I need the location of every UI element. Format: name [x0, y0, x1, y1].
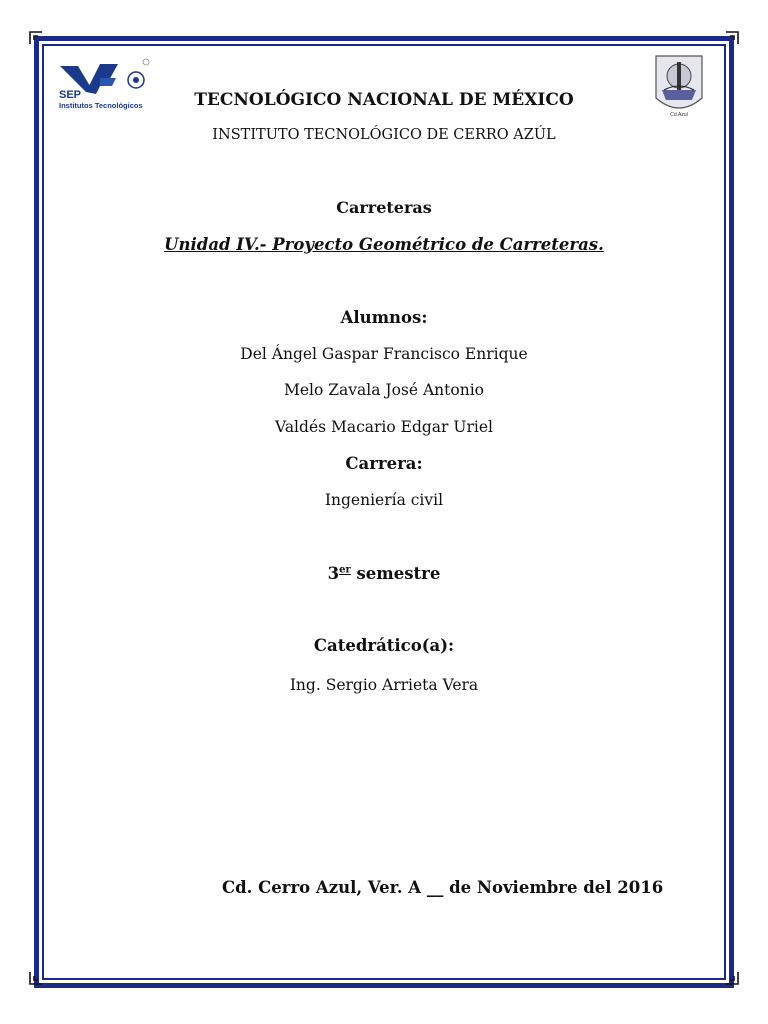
page-border-inner	[42, 44, 726, 980]
corner-ornament	[724, 970, 740, 986]
student-name: Del Ángel Gaspar Francisco Enrique	[240, 345, 528, 363]
institution-title: TECNOLÓGICO NACIONAL DE MÉXICO	[194, 90, 574, 110]
sep-logo-text: SEP	[59, 89, 82, 101]
itca-logo	[648, 50, 710, 126]
corner-ornament	[28, 30, 44, 46]
corner-ornament	[724, 30, 740, 46]
subject-title: Carreteras	[336, 198, 432, 217]
itca-logo-text: Cd.Azul	[670, 112, 688, 118]
student-name: Valdés Macario Edgar Uriel	[275, 418, 493, 436]
corner-ornament	[28, 970, 44, 986]
campus-title: INSTITUTO TECNOLÓGICO DE CERRO AZÚL	[212, 127, 556, 143]
career-name: Ingeniería civil	[324, 491, 444, 509]
students-heading: Alumnos:	[340, 308, 428, 327]
semester-suffix: er	[339, 564, 351, 576]
date-line: Cd. Cerro Azul, Ver. A __ de Noviembre del 2016	[222, 878, 664, 897]
unit-title: Unidad IV.- Proyecto Geométrico de Carreteras.	[164, 235, 604, 254]
teacher-heading: Catedrático(a):	[313, 636, 455, 655]
semester-word: semestre	[350, 564, 441, 583]
career-heading: Carrera:	[345, 454, 423, 473]
teacher-name: Ing. Sergio Arrieta Vera	[289, 676, 479, 694]
semester-label	[0, 564, 768, 583]
sep-logo-subtext: Institutos Tecnológicos	[59, 101, 143, 110]
student-name: Melo Zavala José Antonio	[283, 381, 484, 399]
semester-number: 3	[327, 564, 340, 583]
